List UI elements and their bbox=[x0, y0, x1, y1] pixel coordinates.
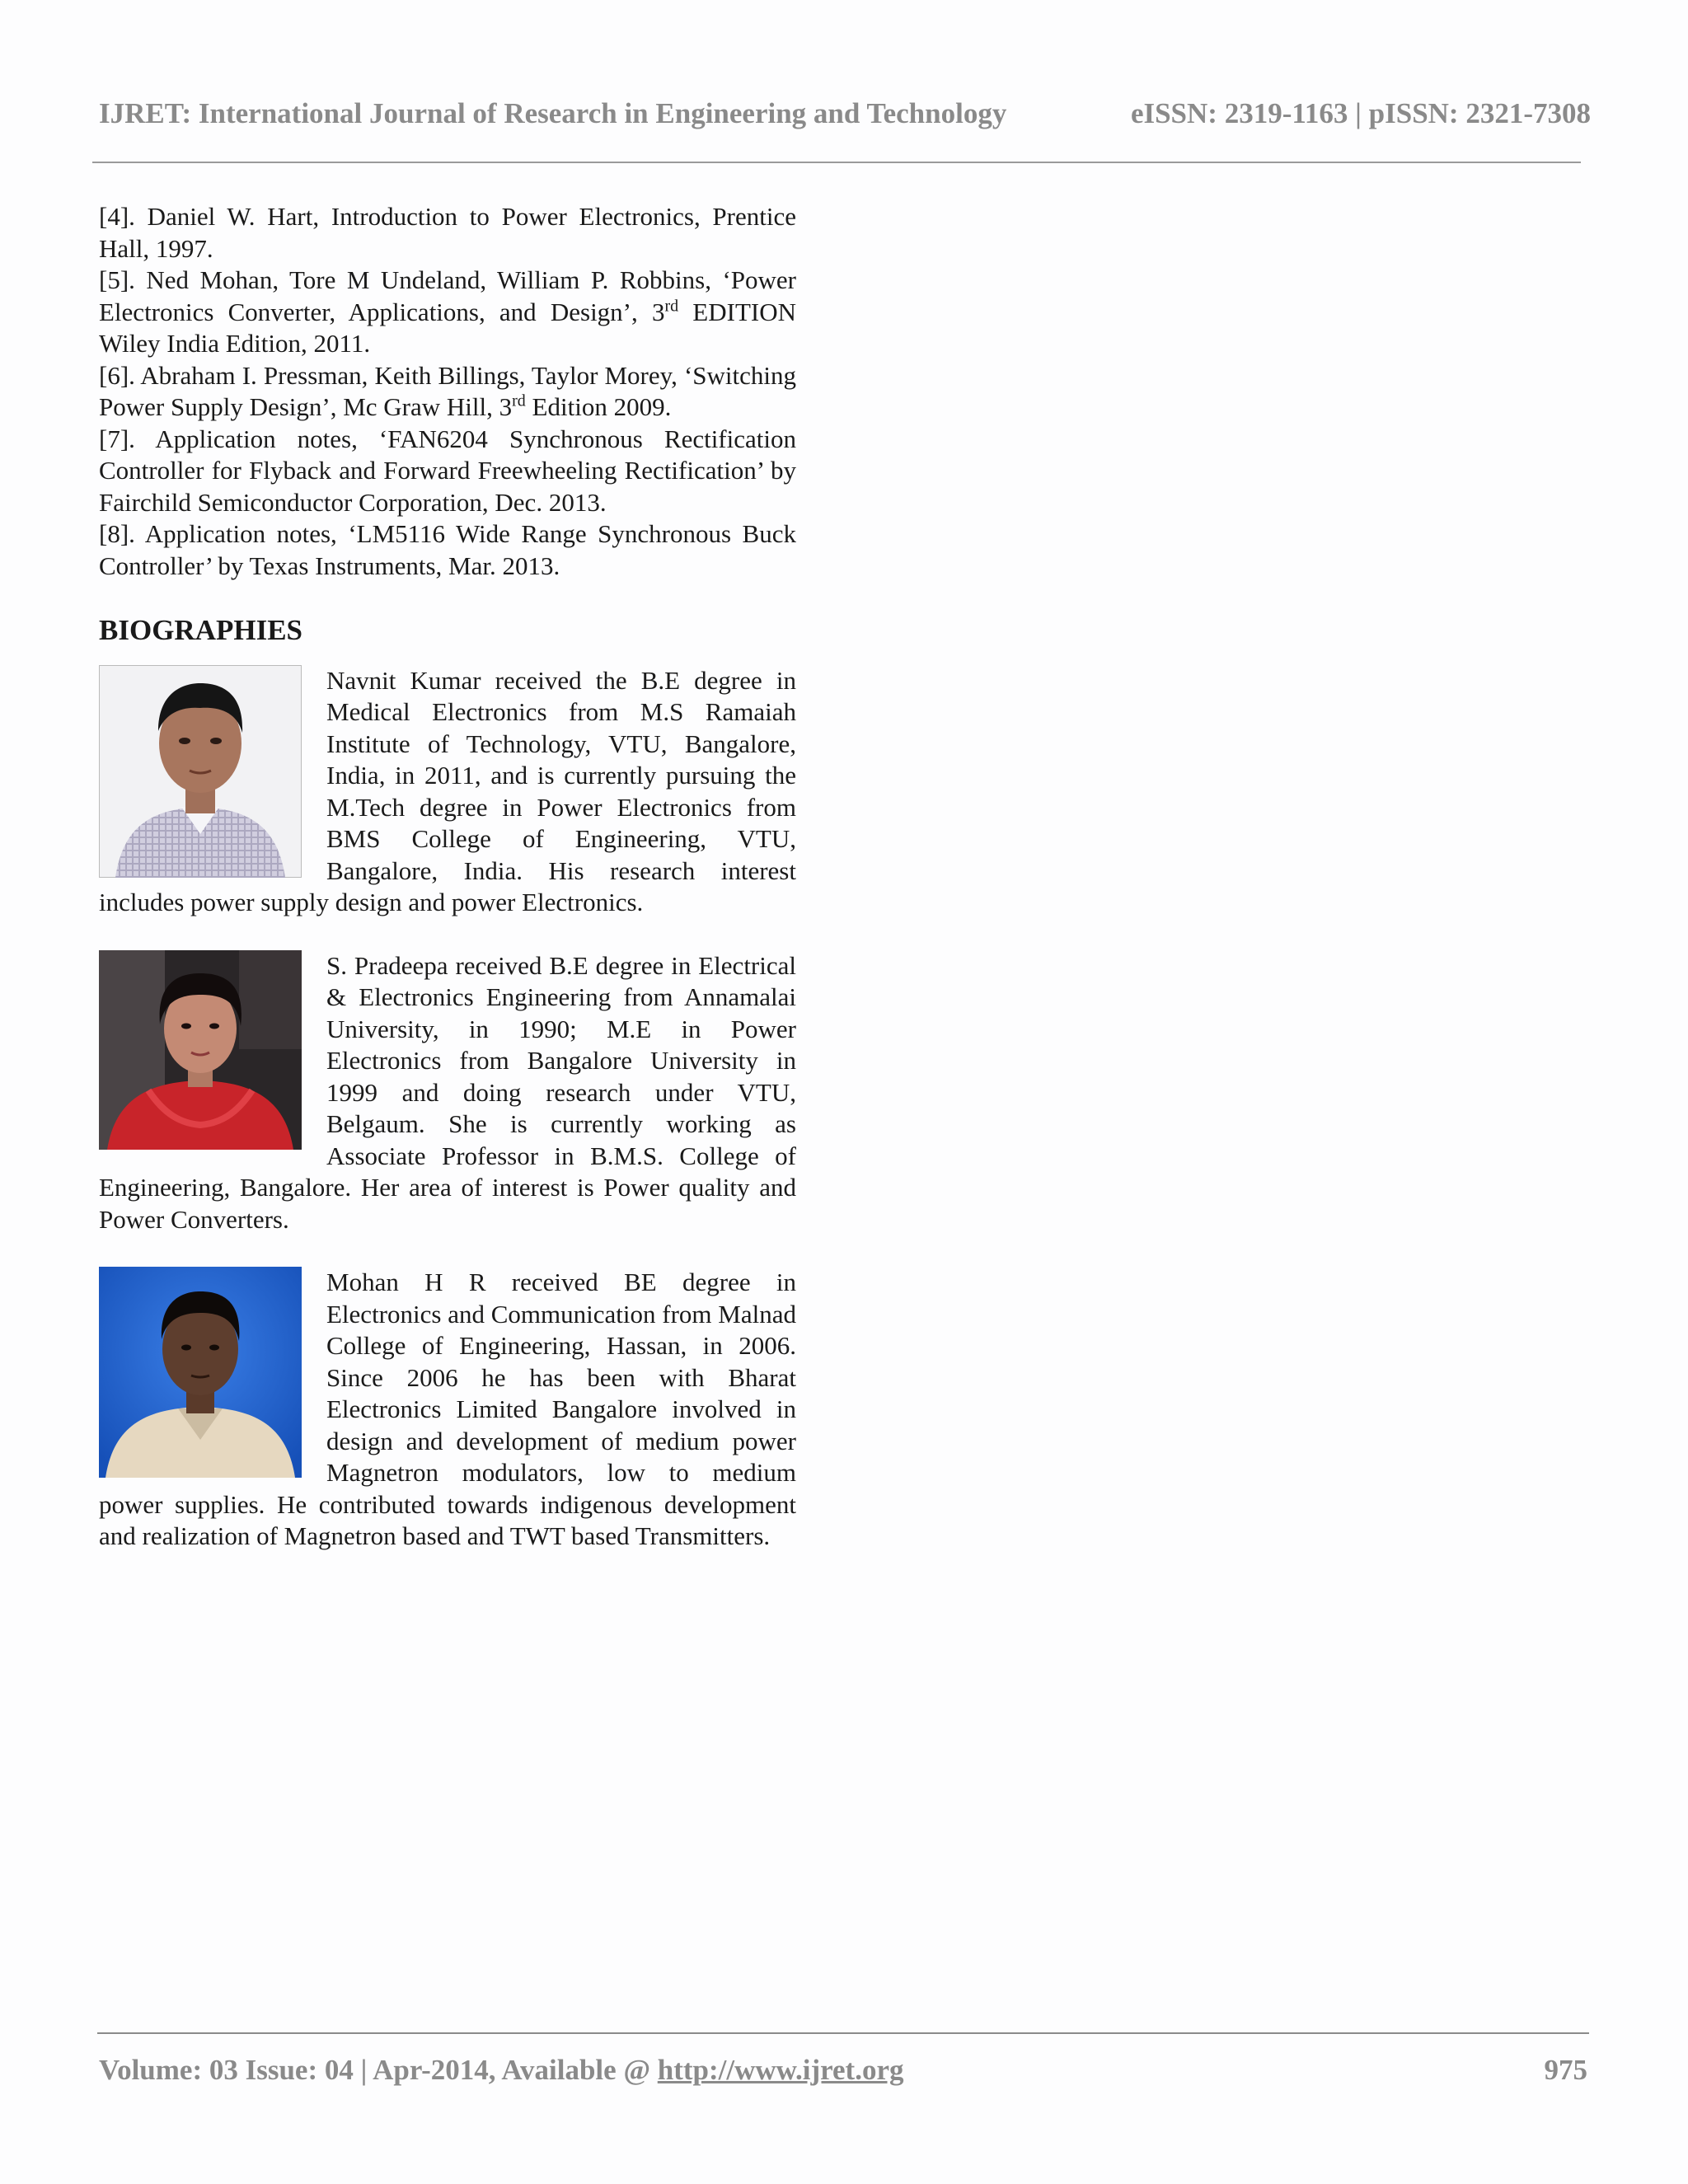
left-column bbox=[99, 201, 796, 1584]
issn-info: eISSN: 2319-1163 | pISSN: 2321-7308 bbox=[1130, 97, 1591, 129]
reference-item: [7]. Application notes, ‘FAN6204 Synchronous Rectification Controller for Flyback and Forward Freewheeling Rectification’ by Fairchild Semiconductor Corporation, Dec. 2013. bbox=[99, 424, 796, 517]
page-header bbox=[99, 97, 1591, 130]
page-footer bbox=[99, 2054, 1587, 2087]
journal-title: IJRET: International Journal of Research in Engineering and Technology bbox=[99, 97, 1007, 129]
author-photo bbox=[99, 1267, 302, 1478]
biography-text: Navnit Kumar received the B.E degree in Medical Electronics from M.S Ramaiah Institute of Technology, VTU, Bangalore, India, in 2011, and is currently pursuing the M.Tech degree in Power Electronics from BMS College of Engineering, VTU, Bangalore, India. His research interest includes power supply design and power Electronics. bbox=[99, 665, 796, 916]
biography-entry bbox=[99, 950, 796, 1236]
header-divider bbox=[92, 162, 1581, 163]
journal-link[interactable]: http://www.ijret.org bbox=[657, 2054, 904, 2086]
biography-text: S. Pradeepa received B.E degree in Electrical & Electronics Engineering from Annamalai University, in 1990; M.E in Power Electronics from Bangalore University in 1999 and doing research under VTU, Belgaum. She is currently working as Associate Professor in B.M.S. College of Engineering, Bangalore. Her area of interest is Power quality and Power Converters. bbox=[99, 950, 796, 1234]
biography-entry bbox=[99, 665, 796, 919]
reference-list bbox=[99, 201, 796, 582]
reference-item: [8]. Application notes, ‘LM5116 Wide Range Synchronous Buck Controller’ by Texas Instruments, Mar. 2013. bbox=[99, 519, 796, 580]
biography-text: Mohan H R received BE degree in Electronics and Communication from Malnad College of Engineering, Hassan, in 2006. Since 2006 he has been with Bharat Electronics Limited Bangalore involved in design and development of medium power Magnetron modulators, low to medium power supplies. He contributed towards indigenous development and realization of Magnetron based and TWT based Transmitters. bbox=[99, 1268, 796, 1550]
reference-item: [4]. Daniel W. Hart, Introduction to Power Electronics, Prentice Hall, 1997. bbox=[99, 202, 796, 263]
footer-divider bbox=[97, 2032, 1589, 2034]
page-number: 975 bbox=[1544, 2054, 1587, 2086]
reference-item: [6]. Abraham I. Pressman, Keith Billings, Taylor Morey, ‘Switching Power Supply Design’, Mc Graw Hill, 3rd Edition 2009. bbox=[99, 360, 796, 421]
author-photo bbox=[99, 950, 302, 1150]
biographies-heading: BIOGRAPHIES bbox=[99, 614, 302, 646]
reference-item: [5]. Ned Mohan, Tore M Undeland, William P. Robbins, ‘Power Electronics Converter, Applications, and Design’, 3rd EDITION Wiley India Edition, 2011. bbox=[99, 265, 796, 358]
biography-entry bbox=[99, 1267, 796, 1553]
volume-info: Volume: 03 Issue: 04 | Apr-2014, Available @ http://www.ijret.org bbox=[99, 2054, 904, 2086]
author-photo bbox=[99, 665, 302, 878]
